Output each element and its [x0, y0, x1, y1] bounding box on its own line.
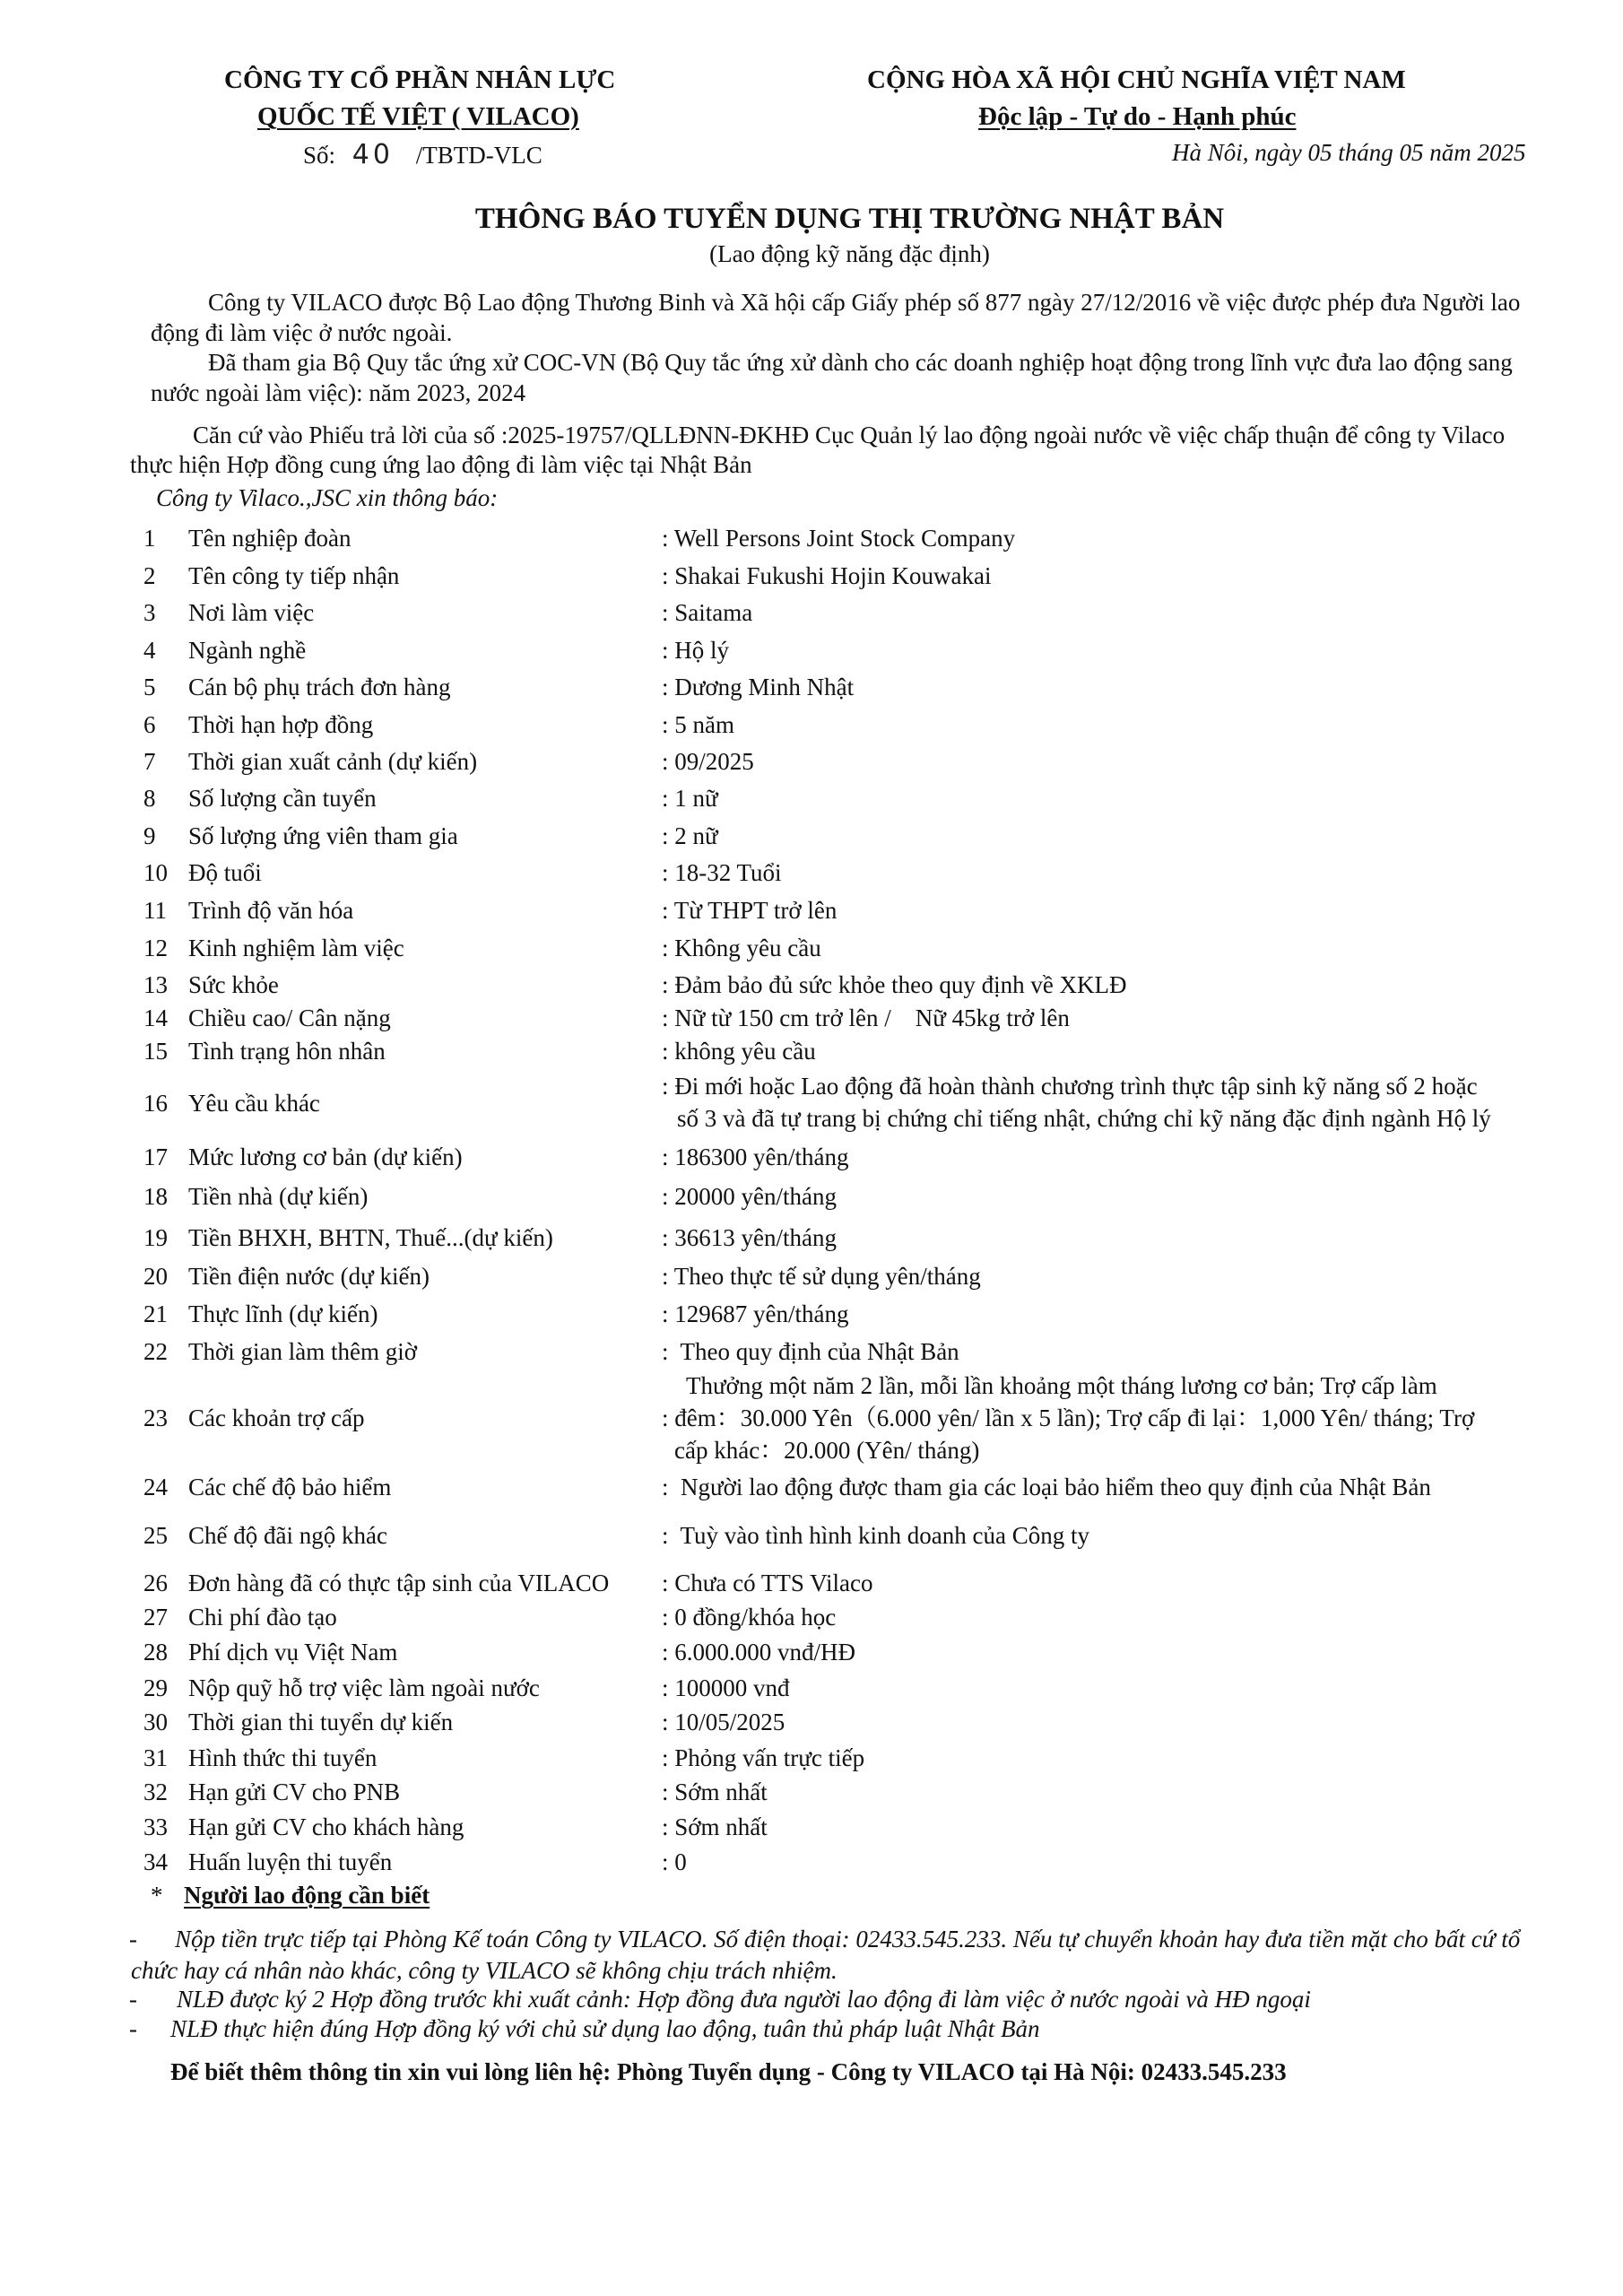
row-label: Cán bộ phụ trách đơn hàng: [188, 674, 451, 700]
document-subtitle: (Lao động kỹ năng đặc định): [709, 240, 990, 267]
row-value: : Saitama: [662, 599, 753, 626]
row-number: 30: [143, 1709, 168, 1735]
row-label: Số lượng ứng viên tham gia: [188, 822, 458, 849]
place-and-date: Hà Nôi, ngày 05 tháng 05 năm 2025: [1172, 139, 1526, 166]
company-name-line2: QUỐC TẾ VIỆT ( VILACO): [257, 102, 579, 131]
row-value: : Dương Minh Nhật: [662, 674, 855, 700]
row-label: Các chế độ bảo hiểm: [188, 1474, 392, 1500]
note-1-line2: chức hay cá nhân nào khác, công ty VILACO sẽ không chịu trách nhiệm.: [131, 1957, 838, 1984]
national-title: CỘNG HÒA XÃ HỘI CHỦ NGHĨA VIỆT NAM: [867, 65, 1406, 94]
row-label: Tình trạng hôn nhân: [188, 1038, 386, 1065]
row-value: : Theo thực tế sử dụng yên/tháng: [662, 1263, 981, 1290]
row-value: : không yêu cầu: [662, 1038, 816, 1065]
row-label: Hạn gửi CV cho khách hàng: [188, 1813, 464, 1840]
row-value: : Từ THPT trở lên: [662, 897, 838, 924]
row-value: : 18-32 Tuổi: [662, 859, 782, 886]
row-value: : 10/05/2025: [662, 1709, 785, 1735]
row-value: : 20000 yên/tháng: [662, 1183, 837, 1210]
row-number: 23: [143, 1405, 168, 1431]
row-number: 2: [143, 562, 156, 589]
row-number: 21: [143, 1300, 168, 1327]
row-label: Sức khỏe: [188, 971, 279, 998]
row-number: 29: [143, 1674, 168, 1701]
row-value: : Sớm nhất: [662, 1813, 768, 1840]
row-label: Tên công ty tiếp nhận: [188, 562, 400, 589]
row-label: Chi phí đào tạo: [188, 1604, 337, 1631]
national-motto: Độc lập - Tự do - Hạnh phúc: [978, 102, 1297, 131]
document-title: THÔNG BÁO TUYỂN DỤNG THỊ TRƯỜNG NHẬT BẢN: [474, 203, 1225, 235]
notes-star: *: [151, 1882, 163, 1909]
row-label: Kinh nghiệm làm việc: [188, 935, 404, 961]
row-label: Hạn gửi CV cho PNB: [188, 1779, 401, 1805]
row-number: 9: [143, 822, 156, 849]
row-label: Trình độ văn hóa: [188, 897, 354, 924]
row-number: 34: [143, 1848, 168, 1875]
row-value: : 129687 yên/tháng: [662, 1300, 849, 1327]
row-label: Huấn luyện thi tuyển: [188, 1848, 393, 1875]
row-number: 4: [143, 637, 156, 664]
row-value-line: : đêm：30.000 Yên（6.000 yên/ lần x 5 lần); Trợ cấp đi lại：1,000 Yên/ tháng; Trợ: [662, 1405, 1475, 1431]
row-label: Chế độ đãi ngộ khác: [188, 1522, 387, 1549]
announcement-lead: Công ty Vilaco.,JSC xin thông báo:: [156, 484, 499, 511]
note-1-line1: Nộp tiền trực tiếp tại Phòng Kế toán Công ty VILACO. Số điện thoại: 02433.545.233. Nếu tự chuyển khoản hay đưa tiền mặt cho bất cứ tổ: [175, 1926, 1521, 1952]
intro-paragraph-1-line2: động đi làm việc ở nước ngoài.: [151, 319, 453, 346]
notes-heading: Người lao động cần biết: [184, 1882, 430, 1909]
row-value: : 100000 vnđ: [662, 1674, 790, 1701]
row-value: : Hộ lý: [662, 637, 730, 664]
row-label: Thời gian thi tuyển dự kiến: [188, 1709, 454, 1735]
row-label: Đơn hàng đã có thực tập sinh của VILACO: [188, 1570, 610, 1596]
row-value-line: Thưởng một năm 2 lần, mỗi lần khoảng một tháng lương cơ bản; Trợ cấp làm: [686, 1372, 1437, 1399]
row-number: 14: [143, 1004, 168, 1031]
row-number: 17: [143, 1144, 168, 1170]
row-number: 18: [143, 1183, 168, 1210]
row-value: : 1 nữ: [662, 785, 718, 812]
row-label: Tiền nhà (dự kiến): [188, 1183, 369, 1210]
intro-paragraph-1-line1: Công ty VILACO được Bộ Lao động Thương Binh và Xã hội cấp Giấy phép số 877 ngày 27/12/2016 về việc được phép đưa Người lao: [208, 289, 1521, 316]
row-value: : 2 nữ: [662, 822, 718, 849]
row-value: : 36613 yên/tháng: [662, 1224, 837, 1251]
row-value: : 09/2025: [662, 748, 754, 775]
row-number: 16: [143, 1090, 168, 1117]
row-label: Thực lĩnh (dự kiến): [188, 1300, 378, 1327]
intro-paragraph-2-line1: Đã tham gia Bộ Quy tắc ứng xử COC-VN (Bộ Quy tắc ứng xử dành cho các doanh nghiệp hoạt động trong lĩnh vực đưa lao động sang: [208, 349, 1513, 376]
document-number-prefix: Số:: [303, 142, 336, 169]
row-number: 26: [143, 1570, 168, 1596]
row-label: Độ tuổi: [188, 859, 262, 886]
row-number: 10: [143, 859, 168, 886]
row-value: : Theo quy định của Nhật Bản: [662, 1338, 959, 1365]
row-number: 3: [143, 599, 156, 626]
row-number: 32: [143, 1779, 168, 1805]
row-label: Thời hạn hợp đồng: [188, 711, 374, 738]
row-value-line: cấp khác：20.000 (Yên/ tháng): [674, 1437, 980, 1464]
row-label: Nơi làm việc: [188, 599, 315, 626]
row-number: 27: [143, 1604, 168, 1631]
note-3-bullet: -: [129, 2015, 137, 2042]
row-number: 15: [143, 1038, 168, 1065]
row-number: 11: [143, 897, 167, 924]
row-label: Tiền BHXH, BHTN, Thuế...(dự kiến): [188, 1224, 553, 1251]
row-value: : 0: [662, 1848, 687, 1875]
intro-paragraph-3-line2: thực hiện Hợp đồng cung ứng lao động đi làm việc tại Nhật Bản: [130, 451, 752, 478]
row-number: 33: [143, 1813, 168, 1840]
row-label: Tên nghiệp đoàn: [188, 525, 352, 552]
row-value-line: số 3 và đã tự trang bị chứng chỉ tiếng nhật, chứng chỉ kỹ năng đặc định ngành Hộ lý: [677, 1105, 1491, 1132]
row-label: Thời gian xuất cảnh (dự kiến): [188, 748, 478, 775]
intro-paragraph-2-line2: nước ngoài làm việc): năm 2023, 2024: [151, 379, 526, 406]
note-2: NLĐ được ký 2 Hợp đồng trước khi xuất cảnh: Hợp đồng đưa người lao động đi làm việc ở nước ngoài và HĐ ngoại: [177, 1986, 1311, 2013]
row-number: 28: [143, 1639, 168, 1665]
row-value: : Không yêu cầu: [662, 935, 821, 961]
row-label: Thời gian làm thêm giờ: [188, 1338, 418, 1365]
row-number: 1: [143, 525, 156, 552]
row-value: : 6.000.000 vnđ/HĐ: [662, 1639, 855, 1665]
row-number: 5: [143, 674, 156, 700]
row-label: Mức lương cơ bản (dự kiến): [188, 1144, 463, 1170]
row-number: 7: [143, 748, 156, 775]
note-2-bullet: -: [129, 1986, 137, 2013]
row-value: : 5 năm: [662, 711, 734, 738]
row-label: Yêu cầu khác: [188, 1090, 320, 1117]
document-number: [303, 139, 542, 170]
contact-footer: Để biết thêm thông tin xin vui lòng liên hệ: Phòng Tuyển dụng - Công ty VILACO tại Hà Nội: 02433.545.233: [170, 2058, 1287, 2085]
row-value: : Well Persons Joint Stock Company: [662, 525, 1016, 552]
row-label: Hình thức thi tuyển: [188, 1744, 378, 1771]
row-value-line: : Đi mới hoặc Lao động đã hoàn thành chương trình thực tập sinh kỹ năng số 2 hoặc: [662, 1073, 1478, 1100]
row-value: : Tuỳ vào tình hình kinh doanh của Công ty: [662, 1522, 1090, 1549]
row-number: 20: [143, 1263, 168, 1290]
row-value: : 186300 yên/tháng: [662, 1144, 849, 1170]
intro-paragraph-3-line1: Căn cứ vào Phiếu trả lời của số :2025-19757/QLLĐNN-ĐKHĐ Cục Quản lý lao động ngoài nước về việc chấp thuận để công ty Vilaco: [193, 422, 1506, 448]
note-3: NLĐ thực hiện đúng Hợp đồng ký với chủ sử dụng lao động, tuân thủ pháp luật Nhật Bản: [170, 2015, 1040, 2042]
row-number: 6: [143, 711, 156, 738]
row-label: Nộp quỹ hỗ trợ việc làm ngoài nước: [188, 1674, 540, 1701]
row-value: : Sớm nhất: [662, 1779, 768, 1805]
row-label: Các khoản trợ cấp: [188, 1405, 365, 1431]
row-value: : 0 đồng/khóa học: [662, 1604, 837, 1631]
row-number: 12: [143, 935, 168, 961]
row-number: 25: [143, 1522, 168, 1549]
row-label: Tiền điện nước (dự kiến): [188, 1263, 430, 1290]
row-number: 24: [143, 1474, 168, 1500]
row-label: Chiều cao/ Cân nặng: [188, 1004, 391, 1031]
row-label: Phí dịch vụ Việt Nam: [188, 1639, 398, 1665]
row-value: : Chưa có TTS Vilaco: [662, 1570, 873, 1596]
row-number: 13: [143, 971, 168, 998]
row-label: Ngành nghề: [188, 637, 307, 664]
row-number: 22: [143, 1338, 168, 1365]
document-number-handwritten: 40: [352, 139, 394, 170]
row-value: : Nữ từ 150 cm trở lên / Nữ 45kg trở lên: [662, 1004, 1070, 1031]
note-1-bullet: -: [129, 1926, 137, 1952]
row-number: 19: [143, 1224, 168, 1251]
row-value: : Phỏng vấn trực tiếp: [662, 1744, 865, 1771]
row-value: : Shakai Fukushi Hojin Kouwakai: [662, 562, 992, 589]
row-value: : Người lao động được tham gia các loại bảo hiểm theo quy định của Nhật Bản: [662, 1474, 1431, 1500]
row-number: 31: [143, 1744, 168, 1771]
company-name-line1: CÔNG TY CỔ PHẦN NHÂN LỰC: [224, 65, 616, 94]
row-label: Số lượng cần tuyển: [188, 785, 377, 812]
document-number-suffix: /TBTD-VLC: [415, 142, 542, 169]
row-number: 8: [143, 785, 156, 812]
row-value: : Đảm bảo đủ sức khỏe theo quy định về XKLĐ: [662, 971, 1127, 998]
